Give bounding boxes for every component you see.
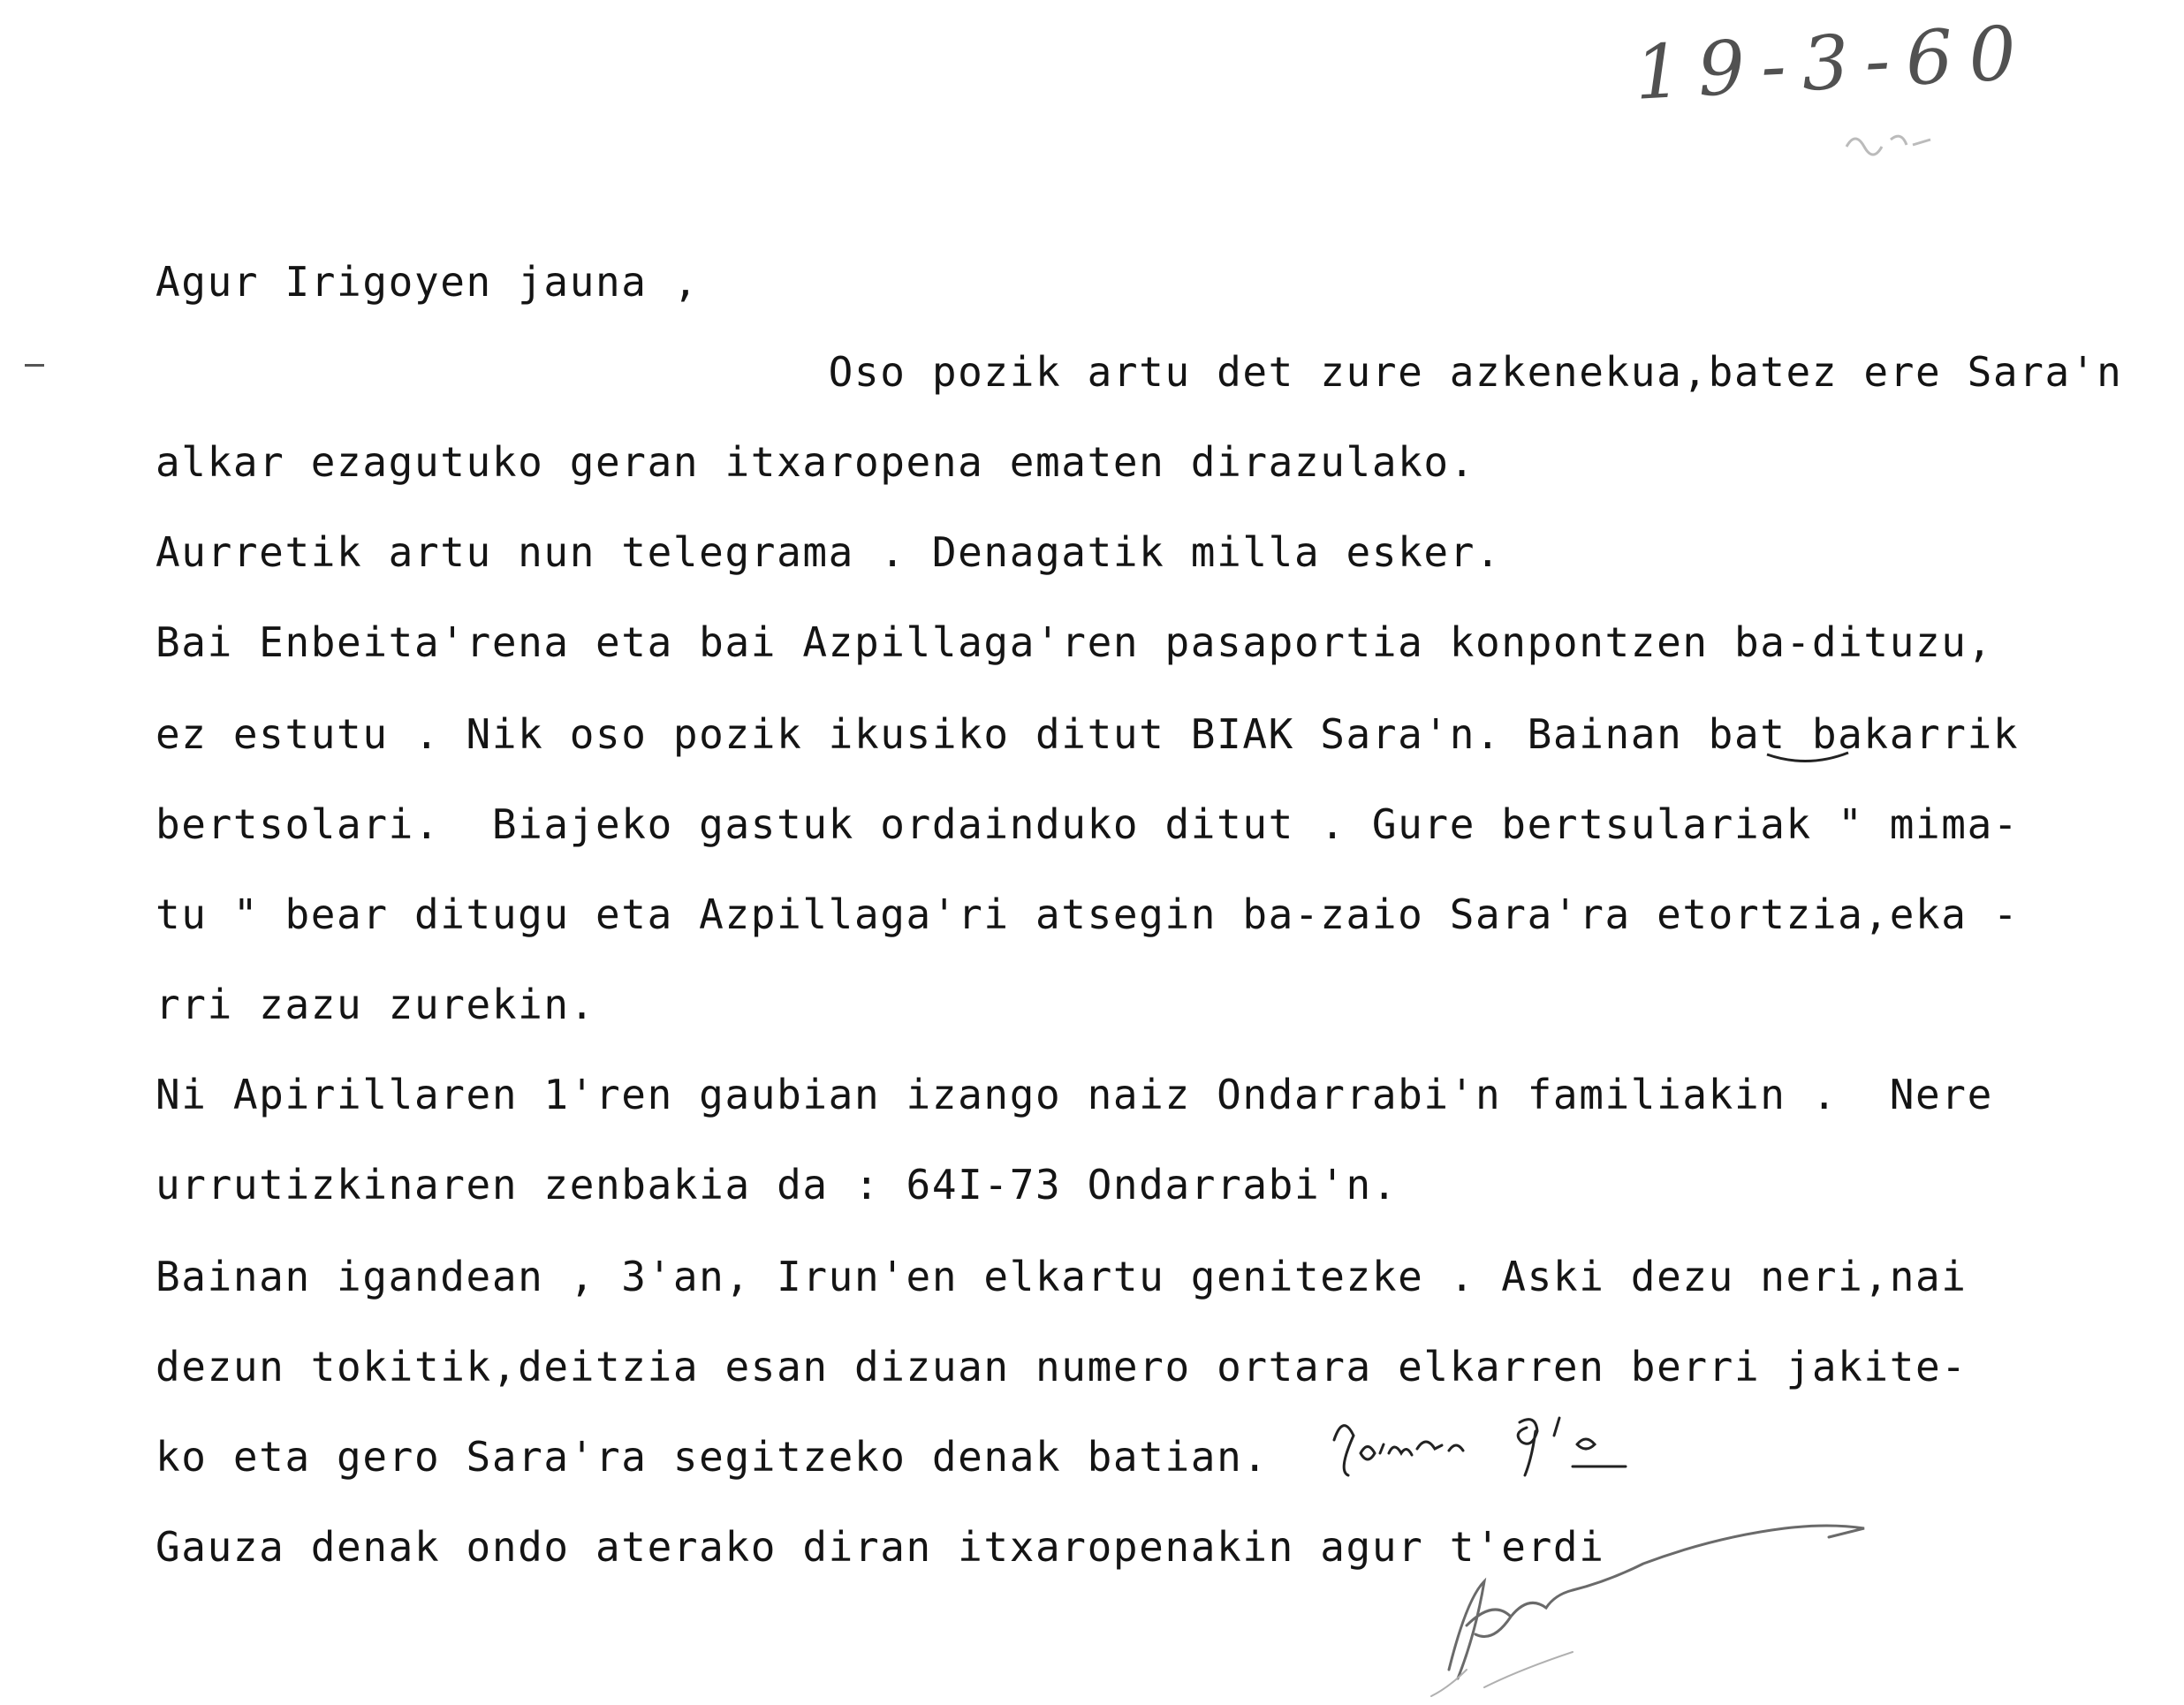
salutation-line: Agur Irigoyen jauna , [155, 258, 700, 306]
handwritten-time-note [1325, 1405, 1679, 1484]
margin-dash [25, 364, 44, 367]
body-line-13: ko eta gero Sara'ra segitzeko denak batian. [155, 1433, 1269, 1481]
faint-pencil-mark [1842, 120, 1939, 164]
handwritten-underline [1763, 749, 1852, 767]
body-line-7: tu " bear ditugu eta Azpillaga'ri atsegin ba-zaio Sara'ra etortzia,eka - [155, 890, 2020, 938]
body-line-9: Ni Apirillaren 1'ren gaubian izango naiz Ondarrabi'n familiakin . Nere [155, 1071, 1993, 1118]
handwritten-date: 19-3-60 [1632, 9, 2035, 117]
body-line-12: dezun tokitik,deitzia esan dizuan numero ortara elkarren berri jakite- [155, 1343, 1968, 1391]
body-line-8: rri zazu zurekin. [155, 981, 596, 1028]
body-line-10: urrutizkinaren zenbakia da : 64I-73 Ondarrabi'n. [155, 1161, 1399, 1209]
body-line-2: alkar ezagutuko geran itxaropena ematen dirazulako. [155, 438, 1476, 486]
body-line-4: Bai Enbeita'rena eta bai Azpillaga'ren pasaportia konpontzen ba-dituzu, [155, 618, 1993, 666]
body-line-5: ez estutu . Nik oso pozik ikusiko ditut BIAK Sara'n. Bainan bat bakarrik [155, 710, 2020, 758]
closing-line: Gauza denak ondo aterako diran itxaropenakin agur t'erdi [155, 1523, 1605, 1571]
body-line-11: Bainan igandean , 3'an, Irun'en elkartu genitezke . Aski dezu neri,nai [155, 1253, 1968, 1300]
body-line-6: bertsolari. Biajeko gastuk ordainduko ditut . Gure bertsulariak " mima- [155, 800, 2020, 848]
body-line-3: Aurretik artu nun telegrama . Denagatik milla esker. [155, 528, 1502, 576]
signature [1378, 1511, 1891, 1705]
body-line-1: Oso pozik artu det zure azkenekua,batez ere Sara'n [155, 348, 2123, 396]
